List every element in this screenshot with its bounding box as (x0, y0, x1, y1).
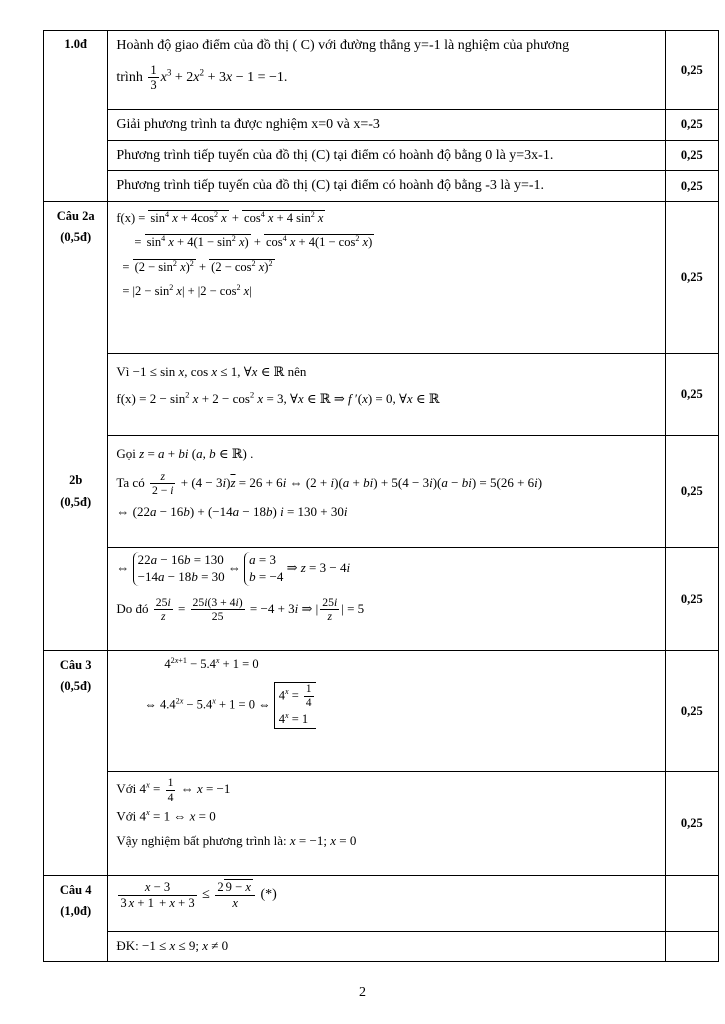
row-score (665, 932, 718, 962)
row-content: Phương trình tiếp tuyến của đồ thị (C) tại điểm có hoành độ bằng 0 là y=3x-1. (108, 140, 665, 171)
table-row (44, 651, 719, 772)
row-content (108, 31, 665, 110)
row-score: 0,25 (665, 772, 718, 876)
table-row (44, 202, 719, 354)
table-row (44, 110, 719, 141)
row-label: 2b (0,5đ) (44, 436, 108, 548)
row-score: 0,25 (665, 548, 718, 651)
row-label (44, 171, 108, 202)
row-score: 0,25 (665, 171, 718, 202)
table-row (44, 436, 719, 548)
table-row (44, 876, 719, 932)
row-score (665, 876, 718, 932)
row-content: ĐK: −1 ≤ x ≤ 9; x ≠ 0 (108, 932, 665, 962)
row-score: 0,25 (665, 202, 718, 354)
answer-table (43, 30, 719, 962)
row-label (44, 548, 108, 651)
row-score: 0,25 (665, 110, 718, 141)
table-row (44, 548, 719, 651)
row-label (44, 354, 108, 436)
row-label: Câu 4 (1,0đ) (44, 876, 108, 932)
row-content: Vì −1 ≤ sin x, cos x ≤ 1, ∀x ∈ ℝ nên $f(x) = 2 - \sin^2 x + 2 - \cos^2 x = 3$, ∀x ∈ ℝ ⇒ f ′(x) = 0, ∀x ∈ ℝ (108, 354, 665, 436)
page-number: 2 (359, 985, 366, 1000)
row-score: 0,25 (665, 436, 718, 548)
row-score: 0,25 (665, 140, 718, 171)
table-row (44, 932, 719, 962)
row-content: ⇔ 22a − 16b = 130 −14a − 18b = 30 ⇔ a = 3 b = −4 ⇒ z = 3 − 4i Do đó $\frac{25i}{z}$ = $\frac{25i(3 + 4i)}{25}$ = −4 + 3i ⇒ | $\frac{25i}{z}$ | = 5 (108, 548, 665, 651)
row-label (44, 140, 108, 171)
row-label (44, 772, 108, 876)
content-line: Hoành độ giao điểm của đồ thị ( C) với đường thẳng y=-1 là nghiệm của phương (116, 38, 570, 53)
row-content: Giải phương trình ta được nghiệm x=0 và x=-3 (108, 110, 665, 141)
table-row (44, 772, 719, 876)
row-score: 0,25 (665, 31, 718, 110)
row-label: Câu 3 (0,5đ) (44, 651, 108, 772)
table-row (44, 31, 719, 110)
row-score: 0,25 (665, 354, 718, 436)
row-content: Phương trình tiếp tuyến của đồ thị (C) tại điểm có hoành độ bằng -3 là y=-1. (108, 171, 665, 202)
table-row (44, 171, 719, 202)
row-content: $\frac{x - 3}{3 x + 1 + x + 3}$ ≤ $\frac{2 9 - x}{x}$ (*) (108, 876, 665, 932)
row-content: $4^{2x+1} - 5.4^x + 1 = 0$ ⇔ $4.4^{2x} - 5.4^x + 1 = 0$ ⇔ $4^x$ = $\frac{1}{4}$ $4^x = 1$ (108, 651, 665, 772)
row-content: Với $4^x$ = $\frac{1}{4}$ ⇔ x = −1 Với $4^x = 1$ ⇔ x = 0 Vậy nghiệm bất phương trình là: x = −1; x = 0 (108, 772, 665, 876)
row-content: Gọi z = a + bi (a, b ∈ ℝ) . Ta có $\frac{z}{2 - i}$ + $(4 - 3i)\overline{z} = 26 + 6i$ ⇔ (2 + i)(a + bi) + 5(4 − 3i)(a − bi) = 5(26 + 6i) ⇔ (22a − 16b) + (−14a − 18b) i = 130 + 30i (108, 436, 665, 548)
table-row (44, 354, 719, 436)
content-line: trình $\frac{1}{3}$ $x^3 + 2x^2 + 3x - 1 = -1$. (116, 62, 288, 93)
table-row (44, 140, 719, 171)
row-label: Câu 2a (0,5đ) (44, 202, 108, 354)
row-label (44, 110, 108, 141)
row-label (44, 932, 108, 962)
row-label: 1.0đ (44, 31, 108, 110)
row-score: 0,25 (665, 651, 718, 772)
row-content: $f(x) = \sin^4 x + 4\cos^2$ $x + \cos^4 x + 4$ $\sin^2 x$ = $\sin^4 x + 4(1 - \sin^2 x) + \cos^4 x + 4(1 - \cos^2 x)$ = $(2 - \sin^2 x)^2 + (2 - \cos^2 x)^2$ = $|2 - \sin^2 x| + |2 - \cos^2 x|$ (108, 202, 665, 354)
